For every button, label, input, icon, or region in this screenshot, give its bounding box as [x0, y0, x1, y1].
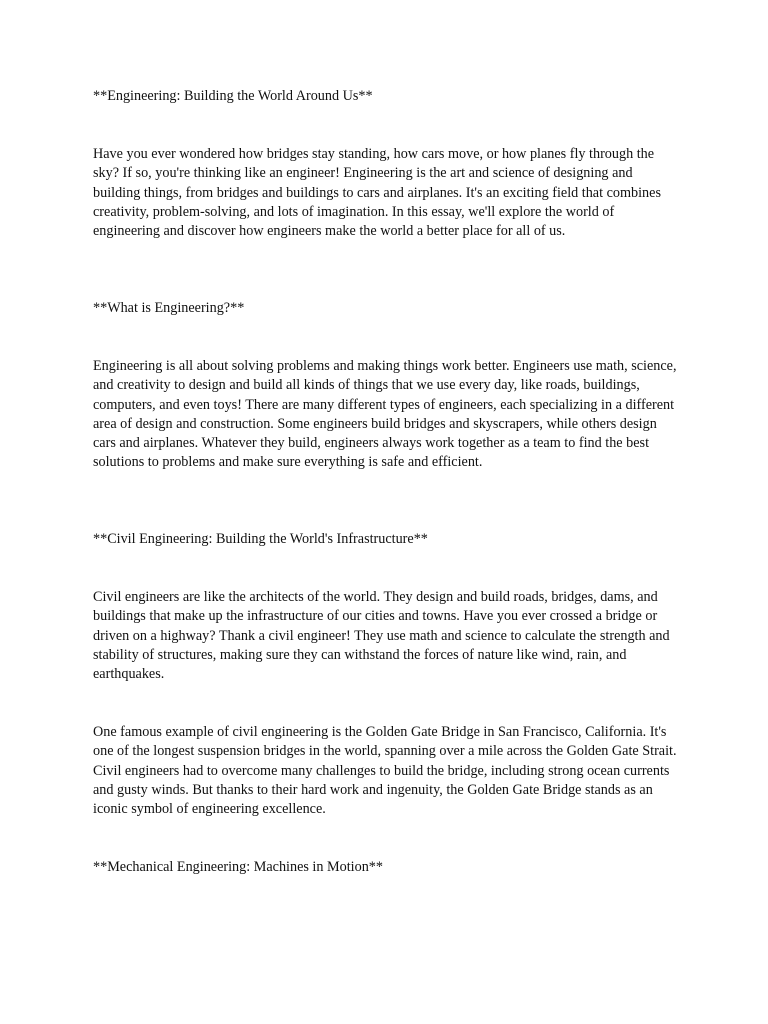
section-heading-civil-engineering: **Civil Engineering: Building the World's Infrastructure** — [93, 531, 428, 547]
civil-engineering-paragraph-2: One famous example of civil engineering is the Golden Gate Bridge in San Francisco, California. It's one of the longest suspension bridges in the world, spanning over a mile across the Golden Gate Strait. Civil engineers had to overcome many challenges to build the bridge, including strong ocean currents and gusty winds. But thanks to their hard work and ingenuity, the Golden Gate Bridge stands as an iconic symbol of engineering excellence. — [93, 724, 677, 818]
intro-paragraph: Have you ever wondered how bridges stay standing, how cars move, or how planes fly through the sky? If so, you're thinking like an engineer! Engineering is the art and science of designing and building things, from bridges and buildings to cars and airplanes. It's an exciting field that combines creativity, problem-solving, and lots of imagination. In this essay, we'll explore the world of engineering and discover how engineers make the world a better place for all of us. — [93, 146, 661, 240]
document-title: **Engineering: Building the World Around Us** — [93, 88, 373, 104]
section-heading-mechanical-engineering: **Mechanical Engineering: Machines in Motion** — [93, 859, 383, 875]
section-heading-what-is-engineering: **What is Engineering?** — [93, 300, 245, 316]
what-is-engineering-paragraph: Engineering is all about solving problems and making things work better. Engineers use math, science, and creativity to design and build all kinds of things that we use every day, like roads, buildings, computers, and even toys! There are many different types of engineers, each specializing in a different area of design and construction. Some engineers build bridges and skyscrapers, while others design cars and airplanes. Whatever they build, engineers always work together as a team to find the best solutions to problems and make sure everything is safe and efficient. — [93, 358, 677, 471]
civil-engineering-paragraph-1: Civil engineers are like the architects of the world. They design and build roads, bridges, dams, and buildings that make up the infrastructure of our cities and towns. Have you ever crossed a bridge or driven on a highway? Thank a civil engineer! They use math and science to calculate the strength and stability of structures, making sure they can withstand the forces of nature like wind, rain, and earthquakes. — [93, 589, 670, 683]
